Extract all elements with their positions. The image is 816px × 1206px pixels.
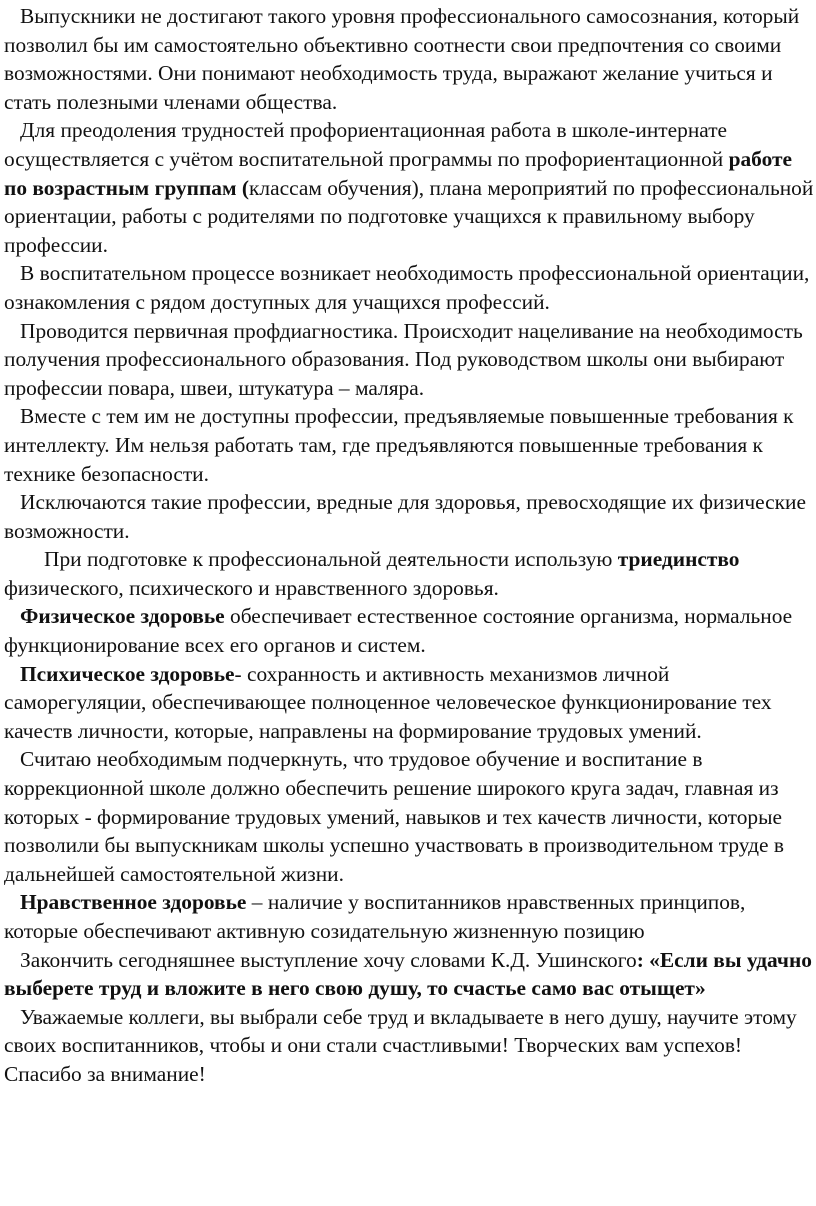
paragraph-ushinsky-quote xyxy=(4,946,814,1003)
text-run: Уважаемые коллеги, вы выбрали себе труд и вкладываете в него душу, научите этому своих воспитанников, чтобы и они стали счастливыми! Творческих вам успехов! Спасибо за внимание! xyxy=(4,1004,797,1086)
paragraph-educational-process xyxy=(4,259,814,316)
bold-text-run: работе по возрастным группам ( xyxy=(4,146,793,200)
bold-text-run: Психическое здоровье xyxy=(20,661,235,686)
paragraph-primary-diagnostics xyxy=(4,317,814,403)
paragraph-graduates-self-awareness xyxy=(4,2,814,116)
text-run: обеспечивает естественное состояние организма, нормальное функционирование всех его органов и систем. xyxy=(4,604,793,658)
paragraph-excluded-professions xyxy=(4,488,814,545)
paragraph-moral-health xyxy=(4,888,814,945)
bold-quote-run: : «Если вы удачно выберете труд и вложите в него свою душу, то счастье само вас отыщет» xyxy=(4,947,812,1001)
bold-text-run: Физическое здоровье xyxy=(20,604,225,629)
paragraph-mental-health xyxy=(4,660,814,746)
bold-text-run: Нравственное здоровье xyxy=(20,890,247,915)
paragraph-closing-remarks xyxy=(4,1003,814,1089)
text-run: Вместе с тем им не доступны профессии, предъявляемые повышенные требования к интеллекту. Им нельзя работать там, где предъявляются повышенные требования к технике безопасности. xyxy=(4,404,794,486)
bold-text-run: триединство xyxy=(617,547,740,572)
text-run: Закончить сегодняшнее выступление хочу словами К.Д. Ушинского xyxy=(20,947,637,972)
text-run: При подготовке к профессиональной деятельности использую xyxy=(44,547,618,572)
text-run: Выпускники не достигают такого уровня профессионального самосознания, который позволил бы им самостоятельно объективно соотнести свои предпочтения со своими возможностями. Они понимают необходимость труда, выражают желание учиться и стать полезными членами общества. xyxy=(4,4,800,114)
text-run: классам обучения), плана мероприятий по профессиональной ориентации, работы с родителями по подготовке учащихся к правильному выбору профессии. xyxy=(4,175,814,257)
text-run: Проводится первичная профдиагностика. Происходит нацеливание на необходимость получения профессионального образования. Под руководством школы они выбирают профессии повара, швеи, штукатура – маляра. xyxy=(4,318,803,400)
paragraph-career-guidance-work xyxy=(4,116,814,259)
text-run: Считаю необходимым подчеркнуть, что трудовое обучение и воспитание в коррекционной школе должно обеспечить решение широкого круга задач, главная из которых - формирование трудовых умений, навыков и тех качеств личности, которые позволили бы выпускникам школы успешно участвовать в производительном труде в дальнейшей самостоятельной жизни. xyxy=(4,747,784,886)
paragraph-unavailable-professions xyxy=(4,402,814,488)
text-run: В воспитательном процессе возникает необходимость профессиональной ориентации, ознакомления с рядом доступных для учащихся профессий. xyxy=(4,261,810,314)
paragraph-physical-health xyxy=(4,602,814,659)
paragraph-trinity-of-health xyxy=(4,545,814,602)
text-run: Исключаются такие профессии, вредные для здоровья, превосходящие их физические возможности. xyxy=(4,490,807,543)
text-run: физического, психического и нравственного здоровья. xyxy=(4,575,499,600)
text-run: – наличие у воспитанников нравственных принципов, которые обеспечивают активную созидательную жизненную позицию xyxy=(4,890,746,943)
text-run: - сохранность и активность механизмов личной саморегуляции, обеспечивающее полноценное человеческое функционирование тех качеств личности, которые, направлены на формирование трудовых умений. xyxy=(4,661,772,743)
paragraph-labor-training xyxy=(4,745,814,888)
text-run: Для преодоления трудностей профориентационная работа в школе-интернате осуществляется с учётом воспитательной программы по профориентационной xyxy=(4,118,729,171)
